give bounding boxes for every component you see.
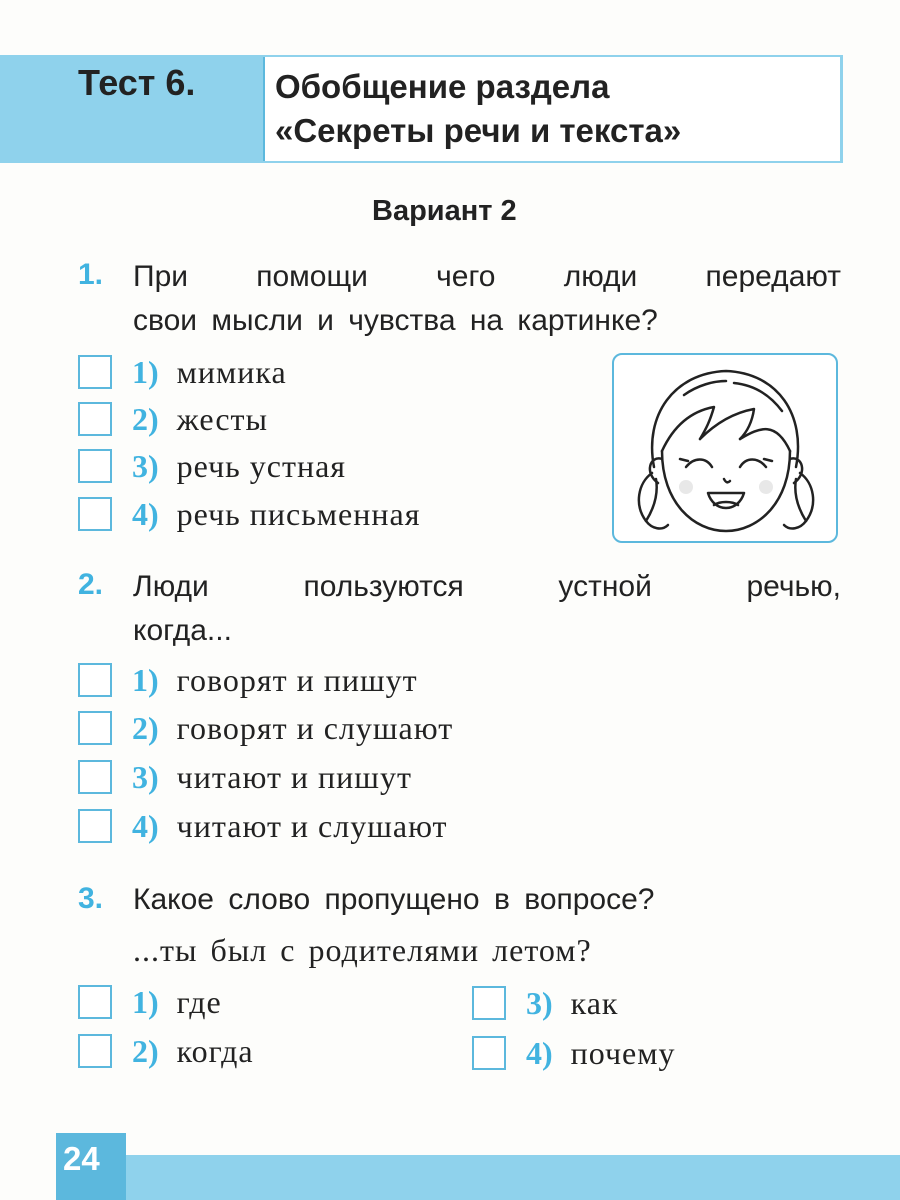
option-text: говорят и пишут [176, 661, 418, 698]
q1-option-4[interactable] [78, 494, 420, 534]
section-title-line1: Обобщение раздела [275, 68, 610, 105]
option-text: читают и слушают [176, 807, 448, 844]
option-number: 3) [132, 758, 159, 795]
q1-option-1[interactable] [78, 352, 287, 392]
variant-title: Вариант 2 [372, 195, 517, 227]
word: помощи [256, 260, 368, 293]
word: речью, [746, 570, 841, 603]
option-number: 4) [132, 495, 159, 532]
laughing-girl-picture [612, 353, 838, 543]
checkbox[interactable] [78, 985, 112, 1019]
question-3-line1: Какое слово пропущено в вопросе? [133, 883, 655, 916]
checkbox[interactable] [78, 355, 112, 389]
option-text: когда [176, 1032, 254, 1069]
option-number: 1) [132, 661, 159, 698]
option-text: почему [570, 1034, 676, 1071]
q1-option-2[interactable] [78, 399, 268, 439]
page-number: 24 [63, 1140, 100, 1177]
option-text: говорят и слушают [176, 709, 454, 746]
option-text: жесты [176, 400, 269, 437]
word: Люди [133, 570, 209, 603]
checkbox[interactable] [78, 497, 112, 531]
checkbox[interactable] [78, 449, 112, 483]
checkbox[interactable] [78, 809, 112, 843]
question-2-line2: когда... [133, 614, 232, 647]
q2-option-4[interactable] [78, 806, 448, 846]
option-number: 2) [132, 1032, 159, 1069]
laughing-girl-illustration [614, 355, 836, 541]
option-number: 2) [132, 400, 159, 437]
checkbox[interactable] [78, 711, 112, 745]
checkbox[interactable] [78, 402, 112, 436]
option-text: речь устная [176, 447, 346, 484]
option-number: 2) [132, 709, 159, 746]
question-3-line2: ...ты был с родителями летом? [133, 932, 592, 968]
q3-option-3[interactable] [472, 983, 618, 1023]
option-text: читают и пишут [176, 758, 412, 795]
q1-option-3[interactable] [78, 446, 346, 486]
option-number: 3) [526, 984, 553, 1021]
q3-option-2[interactable] [78, 1031, 254, 1071]
word: устной [558, 570, 652, 603]
word: чего [436, 260, 496, 293]
option-text: как [570, 984, 619, 1021]
question-1-line2: свои мысли и чувства на картинке? [133, 304, 658, 337]
option-number: 4) [132, 807, 159, 844]
question-1-line1 [133, 255, 841, 299]
checkbox[interactable] [78, 760, 112, 794]
word: пользуются [303, 570, 464, 603]
option-number: 1) [132, 353, 159, 390]
q3-option-4[interactable] [472, 1033, 676, 1073]
option-number: 3) [132, 447, 159, 484]
q3-option-1[interactable] [78, 982, 222, 1022]
question-1-number: 1. [78, 258, 104, 291]
option-text: мимика [176, 353, 287, 390]
question-1-text [133, 255, 841, 343]
section-title-line2: «Секреты речи и текста» [275, 112, 682, 149]
question-2-line1 [133, 565, 841, 609]
checkbox[interactable] [472, 986, 506, 1020]
q2-option-3[interactable] [78, 757, 412, 797]
option-text: где [176, 983, 222, 1020]
option-text: речь письменная [176, 495, 421, 532]
footer-band [126, 1155, 900, 1200]
option-number: 4) [526, 1034, 553, 1071]
question-2-number: 2. [78, 568, 104, 601]
checkbox[interactable] [78, 663, 112, 697]
checkbox[interactable] [472, 1036, 506, 1070]
q2-option-1[interactable] [78, 660, 418, 700]
checkbox[interactable] [78, 1034, 112, 1068]
option-number: 1) [132, 983, 159, 1020]
question-3-text [133, 878, 841, 972]
test-label: Тест 6. [78, 62, 196, 103]
question-2-text [133, 565, 841, 653]
question-3-number: 3. [78, 882, 104, 915]
word: передают [705, 260, 841, 293]
q2-option-2[interactable] [78, 708, 453, 748]
word: При [133, 260, 189, 293]
word: люди [563, 260, 638, 293]
